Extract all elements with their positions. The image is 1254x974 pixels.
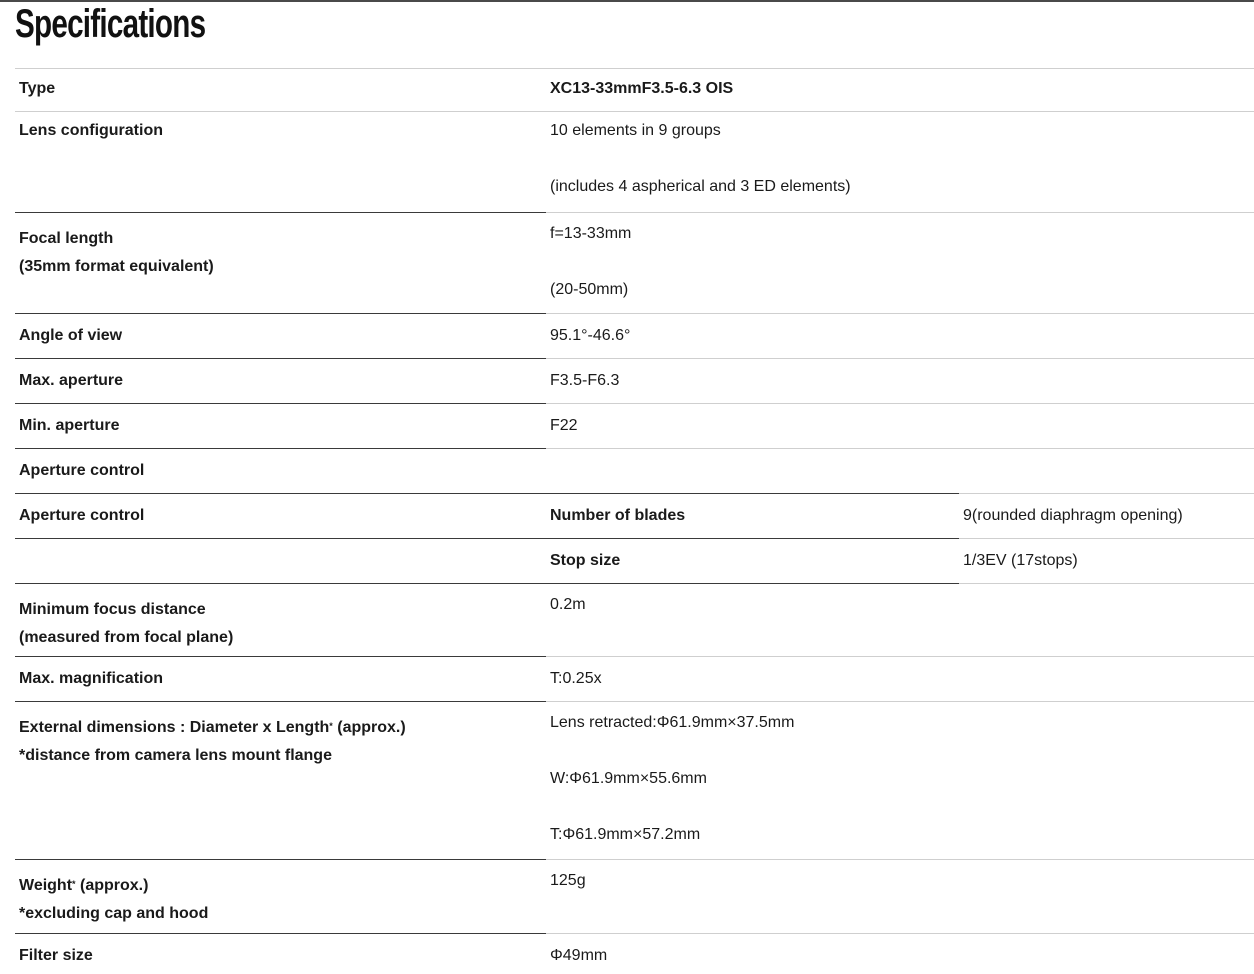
spec-value: 125g [550, 872, 586, 889]
spec-row-aperture-control-header [15, 448, 1254, 493]
spec-label-line [19, 872, 534, 900]
spec-sublabel: Stop size [550, 552, 621, 569]
spec-value: T:0.25x [550, 670, 602, 687]
spec-row-max-aperture [15, 358, 1254, 403]
spec-value: 95.1°-46.6° [550, 327, 631, 344]
spec-label [19, 714, 534, 770]
spec-value-line: (includes 4 aspherical and 3 ED elements) [550, 178, 851, 195]
spec-value [550, 225, 950, 299]
spec-row-lens-configuration [15, 111, 1254, 212]
spec-row-max-magnification [15, 656, 1254, 701]
spec-label-line: (measured from focal plane) [19, 629, 234, 646]
spec-value: 9(rounded diaphragm opening) [963, 507, 1183, 524]
spec-row-min-focus [15, 583, 1254, 656]
spec-row-aperture-blades [15, 493, 1254, 538]
spec-row-weight [15, 859, 1254, 933]
spec-value-line: (20-50mm) [550, 281, 629, 298]
spec-value-line: 10 elements in 9 groups [550, 122, 721, 139]
spec-label-line: *distance from camera lens mount flange [19, 747, 332, 764]
spec-value-line: W:Φ61.9mm×55.6mm [550, 770, 707, 787]
spec-value: F3.5-F6.3 [550, 372, 620, 389]
specifications-table [15, 68, 1254, 974]
spec-label: Lens configuration [19, 122, 163, 139]
spec-label: Max. aperture [19, 372, 124, 389]
spec-value: F22 [550, 417, 578, 434]
page-title: Specifications [15, 2, 206, 46]
spec-label: Aperture control [19, 462, 145, 479]
spec-row-min-aperture [15, 403, 1254, 448]
spec-value-line: f=13-33mm [550, 225, 632, 242]
spec-label: Angle of view [19, 327, 123, 344]
footnote-marker: * [72, 879, 76, 889]
spec-value: XC13-33mmF3.5-6.3 OIS [550, 80, 734, 97]
spec-label: Type [19, 80, 56, 97]
spec-label-text: Weight [19, 877, 73, 894]
spec-label: Min. aperture [19, 417, 120, 434]
spec-row-filter-size [15, 933, 1254, 974]
spec-value: 0.2m [550, 596, 586, 613]
spec-label-line [19, 714, 534, 742]
spec-value-line: Lens retracted:Φ61.9mm×37.5mm [550, 714, 795, 731]
spec-value: Φ49mm [550, 947, 608, 964]
spec-sublabel: Number of blades [550, 507, 686, 524]
spec-row-focal-length [15, 212, 1254, 313]
spec-label-line: (35mm format equivalent) [19, 258, 214, 275]
spec-label [19, 225, 534, 281]
spec-label [19, 596, 534, 652]
spec-value: 1/3EV (17stops) [963, 552, 1078, 569]
spec-label-line: *excluding cap and hood [19, 905, 209, 922]
spec-label-text: (approx.) [332, 719, 406, 736]
spec-row-type [15, 68, 1254, 111]
spec-label-text: (approx.) [75, 877, 149, 894]
spec-row-angle-of-view [15, 313, 1254, 358]
spec-label-line: Focal length [19, 230, 114, 247]
footnote-marker: * [329, 721, 333, 731]
spec-value [550, 122, 950, 196]
spec-label: Max. magnification [19, 670, 164, 687]
spec-label-text: External dimensions : Diameter x Length [19, 719, 330, 736]
spec-label: Filter size [19, 947, 93, 964]
spec-value-line: T:Φ61.9mm×57.2mm [550, 826, 701, 843]
spec-row-aperture-stop [15, 538, 1254, 583]
spec-value [550, 714, 950, 844]
spec-label [19, 872, 534, 928]
spec-row-external-dimensions [15, 701, 1254, 859]
spec-label: Aperture control [19, 507, 145, 524]
spec-label-line: Minimum focus distance [19, 601, 206, 618]
